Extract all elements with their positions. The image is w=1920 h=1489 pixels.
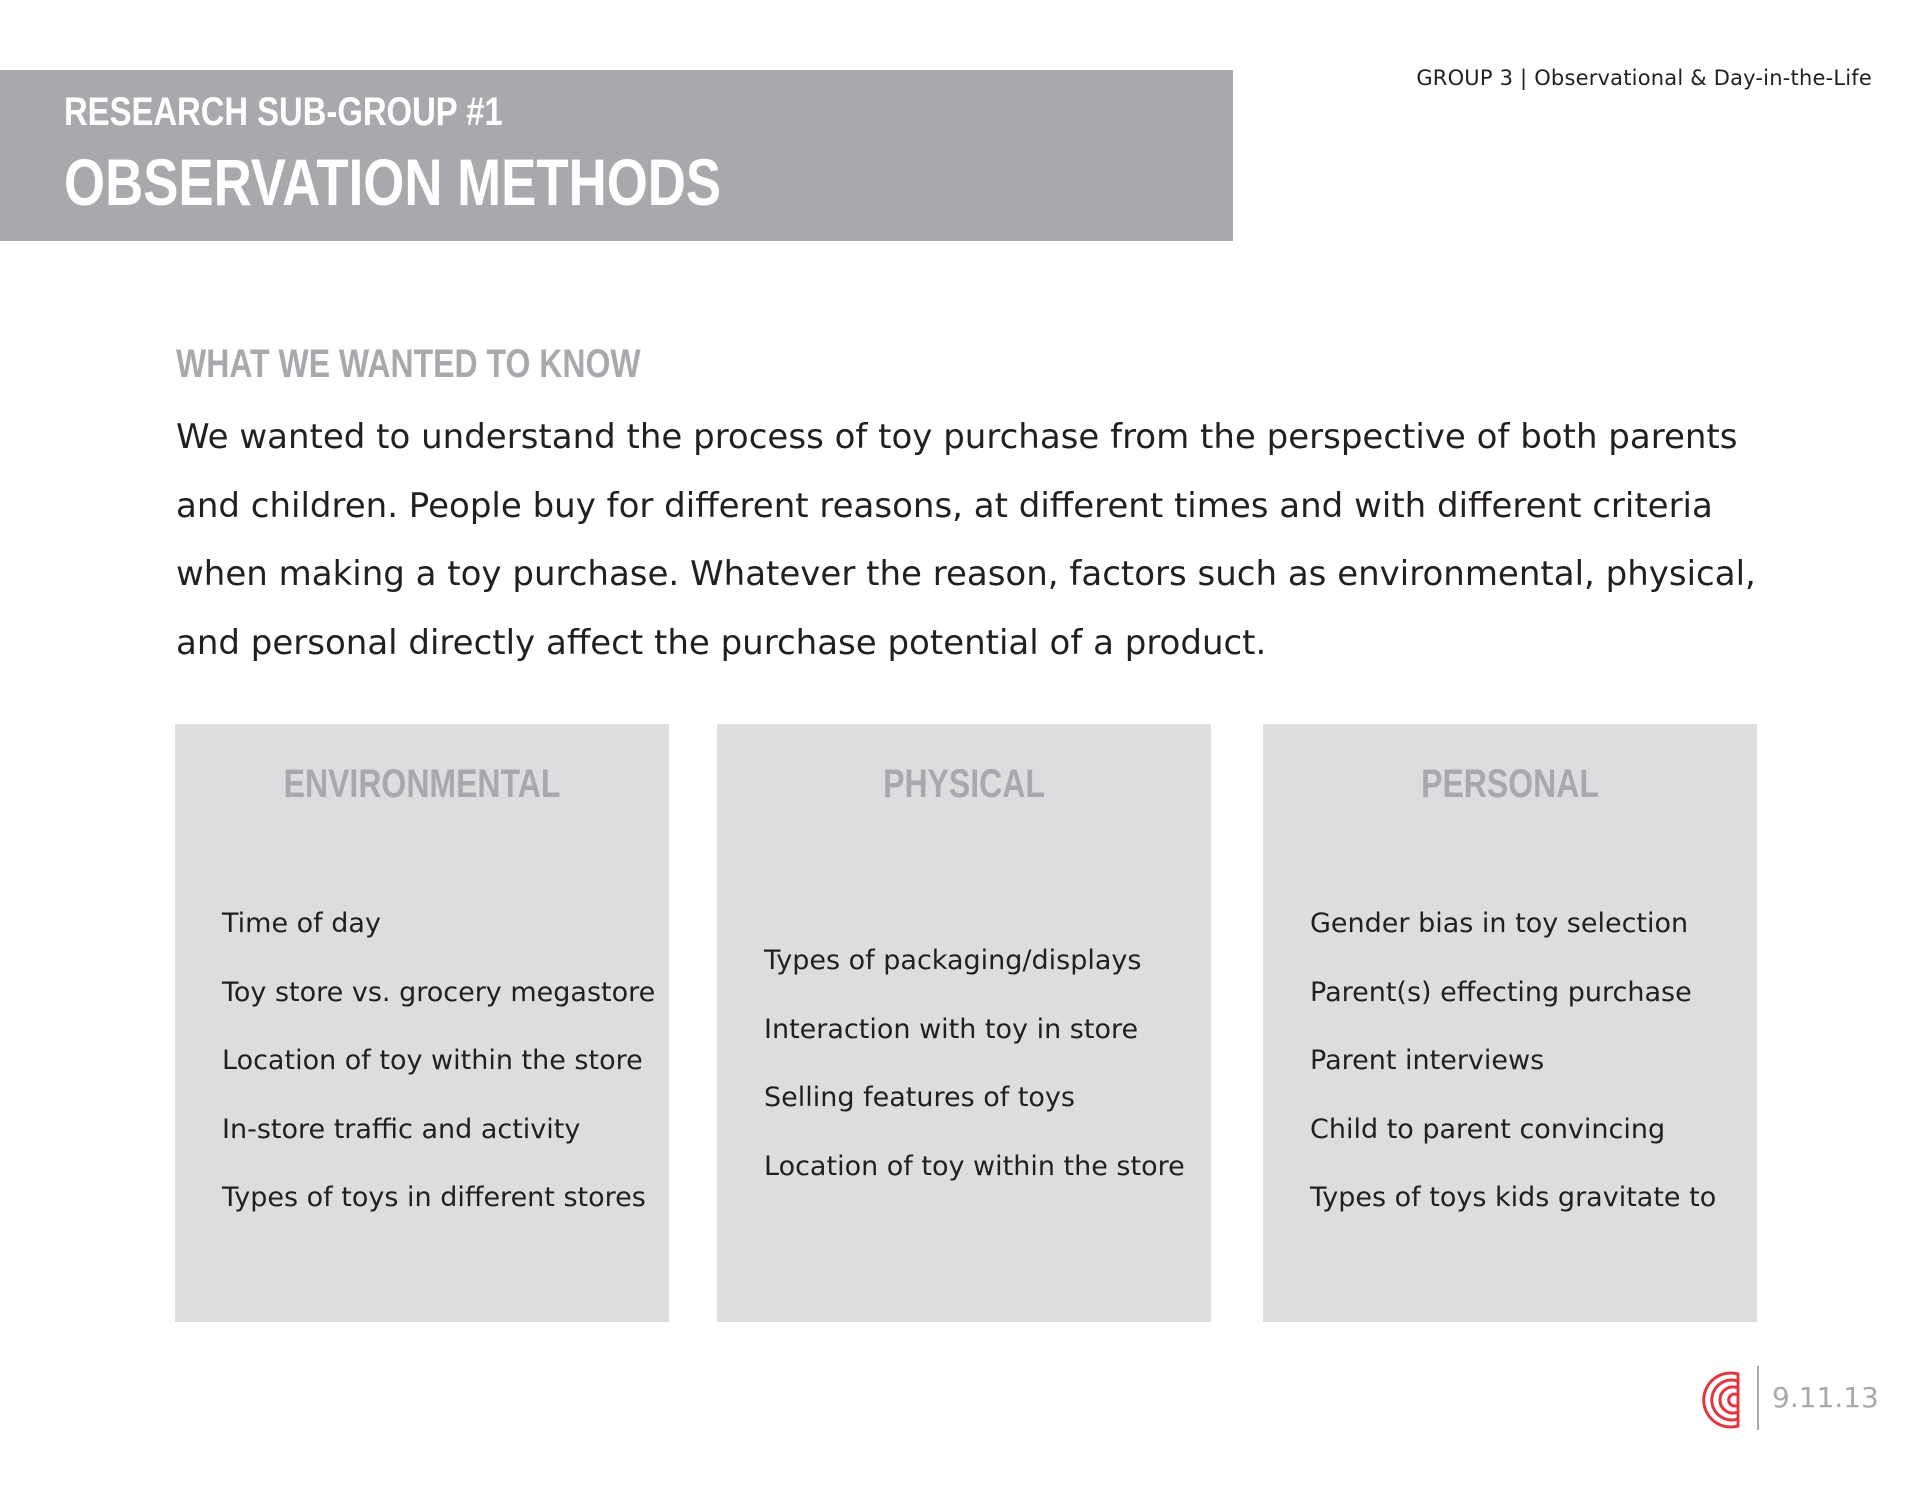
footer-divider (1757, 1366, 1759, 1430)
research-subgroup-label: RESEARCH SUB-GROUP #1 (64, 90, 503, 134)
footer-date: 9.11.13 (1772, 1381, 1879, 1414)
list-item: Time of day (222, 908, 381, 939)
list-item: Parent interviews (1310, 1045, 1545, 1076)
list-item: Selling features of toys (764, 1082, 1075, 1113)
list-item: Types of packaging/displays (764, 945, 1142, 976)
page-title: OBSERVATION METHODS (64, 145, 722, 219)
list-item: Location of toy within the store (222, 1045, 643, 1076)
card-personal (1263, 724, 1757, 1322)
card-title: PERSONAL (1421, 762, 1599, 806)
intro-paragraph: We wanted to understand the process of toy purchase from the perspective of both parents and children. People buy for different reasons, at different times and with different criteria when making a toy purchase. Whatever the reason, factors such as environmental, physical, and personal directly affect the purchase potential of a product. (176, 417, 1756, 663)
card-list (1310, 890, 1716, 1233)
card-list (764, 927, 1185, 1201)
card-title: PHYSICAL (883, 762, 1045, 806)
list-item: Types of toys kids gravitate to (1310, 1182, 1717, 1213)
list-item: Parent(s) effecting purchase (1310, 976, 1692, 1008)
list-item: Gender bias in toy selection (1310, 908, 1689, 939)
list-item: Interaction with toy in store (764, 1013, 1139, 1045)
list-item: Child to parent convincing (1310, 1113, 1666, 1145)
card-environmental (175, 724, 669, 1322)
title-banner (0, 70, 1233, 241)
card-list (222, 890, 655, 1233)
list-item: Toy store vs. grocery megastore (222, 976, 656, 1008)
card-title: ENVIRONMENTAL (283, 762, 561, 806)
section-heading: WHAT WE WANTED TO KNOW (176, 342, 641, 386)
list-item: Location of toy within the store (764, 1150, 1185, 1182)
card-physical (717, 724, 1211, 1322)
list-item: Types of toys in different stores (222, 1182, 646, 1213)
list-item: In-store traffic and activity (222, 1113, 581, 1145)
concentric-c-logo-icon (1698, 1368, 1746, 1432)
group-label: GROUP 3 | Observational & Day-in-the-Life (1416, 66, 1872, 90)
